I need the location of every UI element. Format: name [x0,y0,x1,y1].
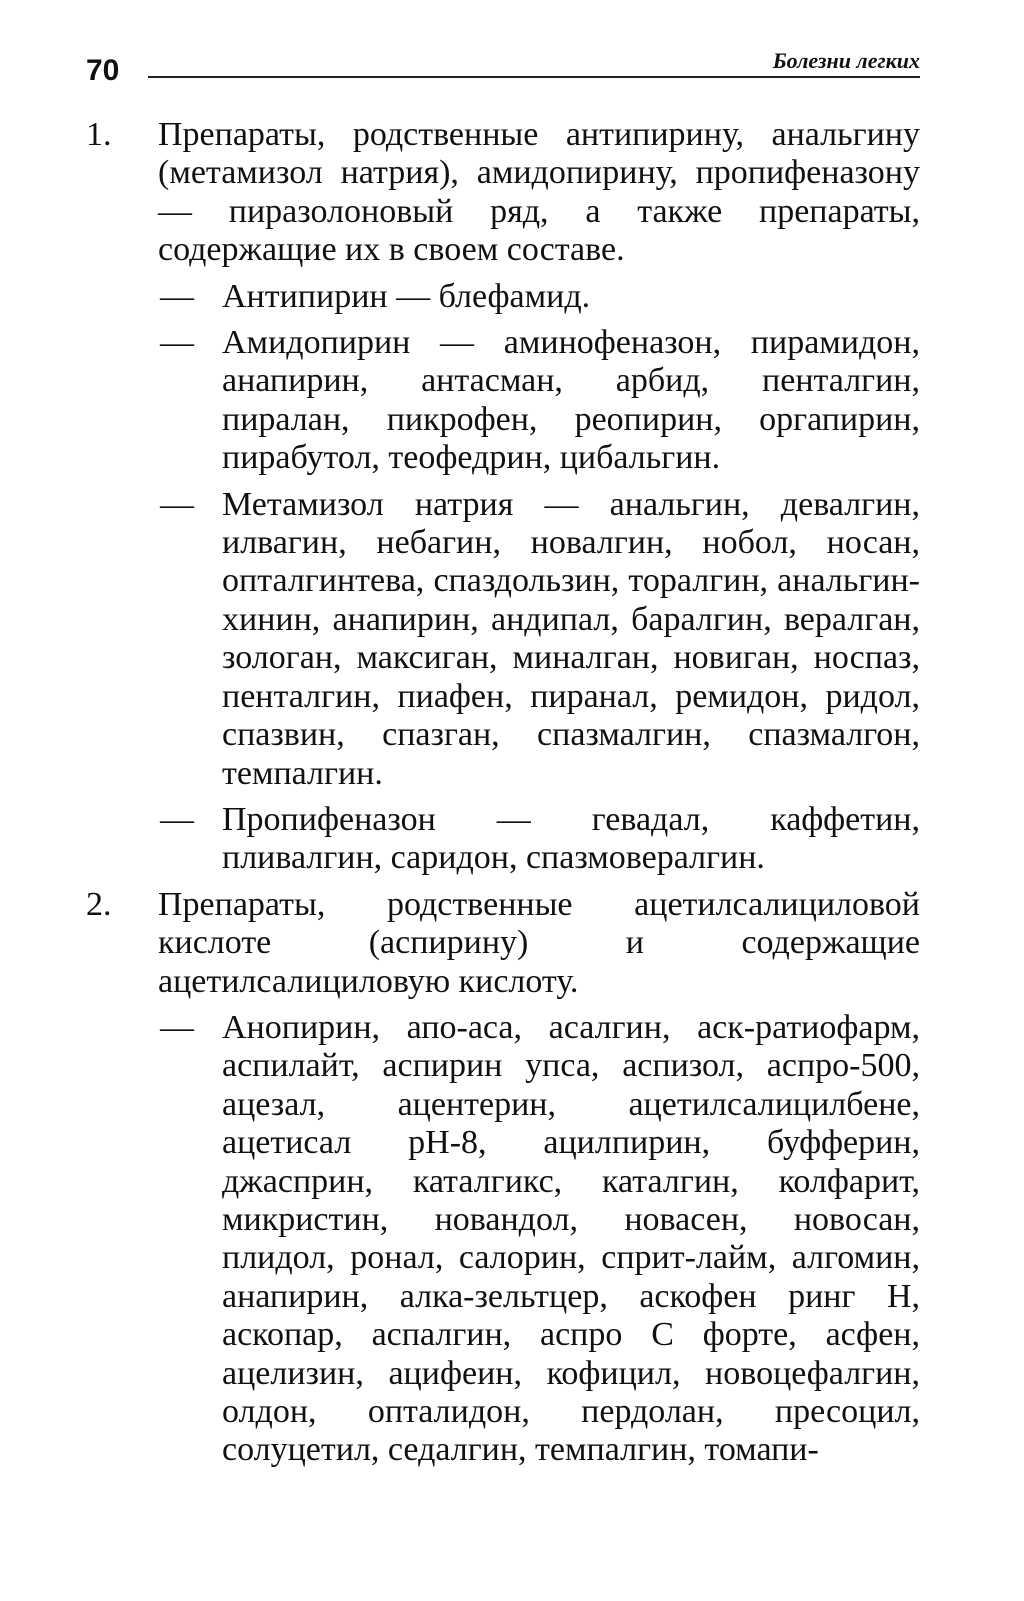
drug-list-text: Антипирин — блефамид. [222,277,591,315]
drug-list-text: Анопирин, апо-аса, асалгин, аск-ратиофарм, аспилайт, аспирин упса, аспизол, аспро-500, ацезал, ацентерин, ацетилсалицилбене, ацетисал рН-8, ацилпирин, буфферин, джасприн, каталгикс, каталгин, колфарит, микристин, новандол, новасен, новосан, плидол, ронал, салорин, сприт-лайм, алгомин, анапирин, алка-зельтцер, аскофен ринг Н, аскопар, аспалгин, аспро С форте, асфен, ацелизин, ацифеин, кофицил, новоцефалгин, олдон, опталидон, пердолан, пресоцил, солуцетил, седалгин, темпалгин, томапи- [222,1008,920,1469]
dash-marker: — [160,800,194,838]
section-number: 2. [86,885,112,923]
drug-list-item [158,278,920,316]
section-description: Препараты, родственные антипирину, анальгину (метамизол натрия), амидопирину, пропифеназону — пиразолоновый ряд, а также препараты, содержащие их в своем составе. [158,116,920,269]
section-number: 1. [86,116,112,153]
section-description: Препараты, родственные ацетилсалициловой кислоте (аспирину) и содержащие ацетилсалициловую кислоту. [158,885,920,1000]
page-number: 70 [86,54,120,87]
drug-list-item [158,801,920,878]
running-title: Болезни легких [772,48,920,73]
page-header [86,40,920,90]
drug-list-text: Пропифеназон — гевадал, каффетин, пливалгин, саридон, спазмовералгин. [222,800,920,877]
drug-list-item [158,324,920,478]
dash-marker: — [160,1008,194,1046]
drug-list-item [158,486,920,793]
dash-marker: — [160,324,194,362]
drug-list-text: Метамизол натрия — анальгин, девалгин, илвагин, небагин, новалгин, нобол, носан, опталгинтева, спаздользин, торалгин, анальгин-хинин, анапирин, андипал, баралгин, вералган, зологан, максиган, миналган, новиган, носпаз, пенталгин, пиафен, пиранал, ремидон, ридол, спазвин, спазган, спазмалгин, спазмалгон, темпалгин. [222,485,920,792]
header-rule [148,76,920,78]
drug-list [158,278,920,878]
dash-marker: — [160,277,194,315]
dash-marker: — [160,485,194,523]
drug-list-item [158,1009,920,1470]
numbered-section-1 [86,116,920,878]
drug-list-text: Амидопирин — аминофеназон, пирамидон, анапирин, антасман, арбид, пенталгин, пиралан, пикрофен, реопирин, оргапирин, пирабутол, теофедрин, цибальгин. [222,324,920,477]
page-content [86,116,920,1478]
drug-list [158,1009,920,1470]
numbered-section-2 [86,886,920,1470]
